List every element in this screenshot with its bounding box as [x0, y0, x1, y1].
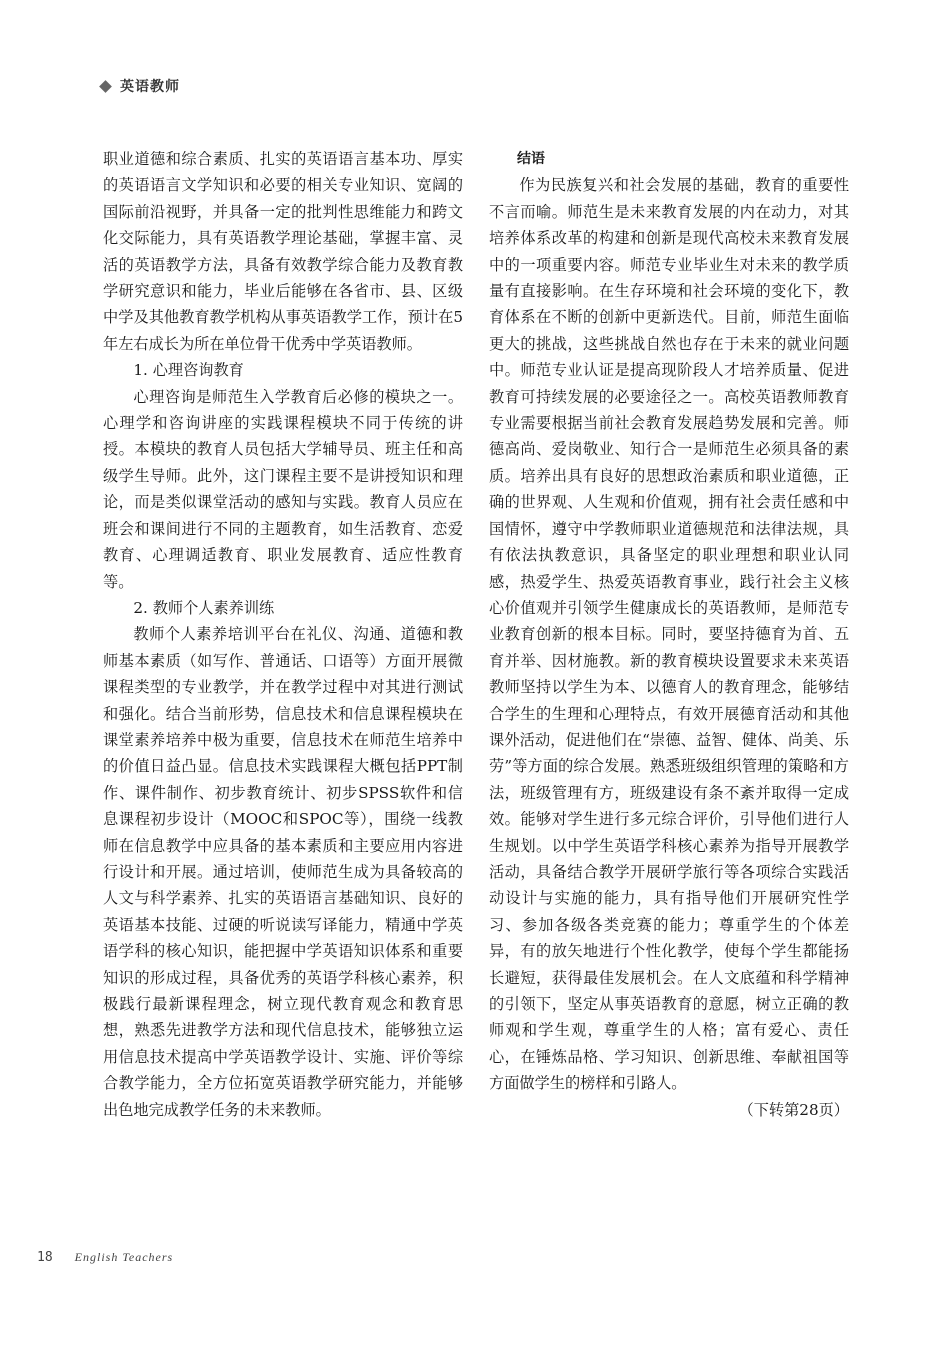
- page-footer: [37, 1250, 173, 1265]
- journal-header-title: 英语教师: [120, 79, 180, 95]
- journal-name-footer: English Teachers: [74, 1250, 174, 1264]
- left-column: [103, 146, 463, 1123]
- page-number: 18: [37, 1250, 53, 1265]
- subheading-teacher-literacy: 2. 教师个人素养训练: [133, 598, 275, 617]
- diamond-icon: [99, 80, 112, 93]
- right-column: [489, 146, 849, 1123]
- continued-on-note: （下转第28页）: [738, 1100, 849, 1119]
- paragraph-psychological-counseling: 心理咨询是师范生入学教育后必修的模块之一。心理学和咨询讲座的实践课程模块不同于传统的讲授。本模块的教育人员包括大学辅导员、班主任和高级学生导师。此外，这门课程主要不是讲授知识和理论，而是类似课堂活动的感知与实践。教育人员应在班会和课间进行不同的主题教育，如生活教育、恋爱教育、心理调适教育、职业发展教育、适应性教育等。: [103, 387, 463, 591]
- paragraph-conclusion: 作为民族复兴和社会发展的基础，教育的重要性不言而喻。师范生是未来教育发展的内在动力，对其培养体系改革的构建和创新是现代高校未来教育发展中的一项重要内容。师范专业毕业生对未来的教学质量有直接影响。在生存环境和社会环境的变化下，教育体系在不断的创新中更新迭代。目前，师范生面临更大的挑战，这些挑战自然也存在于未来的就业问题中。师范专业认证是提高现阶段人才培养质量、促进教育可持续发展的必要途径之一。高校英语教师教育专业需要根据当前社会教育发展趋势发展和完善。师德高尚、爱岗敬业、知行合一是师范生必须具备的素质。培养出具有良好的思想政治素质和职业道德，正确的世界观、人生观和价值观，拥有社会责任感和中国情怀，遵守中学教师职业道德规范和法律法规，具有依法执教意识，具备坚定的职业理想和职业认同感，热爱学生、热爱英语教育事业，践行社会主义核心价值观并引领学生健康成长的英语教师，是师范专业教育创新的根本目标。同时，要坚持德育为首、五育并举、因材施教。新的教育模块设置要求未来英语教师坚持以学生为本、以德育人的教育理念，能够结合学生的生理和心理特点，有效开展德育活动和其他课外活动，促进他们在“崇德、益智、健体、尚美、乐劳”等方面的综合发展。熟悉班级组织管理的策略和方法，班级管理有方，班级建设有条不紊并取得一定成效。能够对学生进行多元综合评价，引导他们进行人生规划。以中学生英语学科核心素养为指导开展教学活动，具备结合教学开展研学旅行等各项综合实践活动设计与实施的能力，具有指导他们开展研究性学习、参加各级各类竞赛的能力；尊重学生的个体差异，有的放矢地进行个性化教学，使每个学生都能扬长避短，获得最佳发展机会。在人文底蕴和科学精神的引领下，坚定从事英语教育的意愿，树立正确的教师观和学生观，尊重学生的人格；富有爱心、责任心，在锤炼品格、学习知识、创新思维、奉献祖国等方面做学生的榜样和引路人。: [489, 176, 849, 1093]
- running-header: [101, 76, 180, 96]
- section-title-conclusion: 结语: [517, 151, 545, 167]
- paragraph-continued: 职业道德和综合素质、扎实的英语语言基本功、厚实的英语语言文学知识和必要的相关专业知识、宽阔的国际前沿视野，并具备一定的批判性思维能力和跨文化交际能力，具有英语教学理论基础，掌握丰富、灵活的英语教学方法，具备有效教学综合能力及教育教学研究意识和能力，毕业后能够在各省市、县、区级中学及其他教育教学机构从事英语教学工作，预计在5年左右成长为所在单位骨干优秀中学英语教师。: [103, 150, 463, 353]
- paragraph-teacher-literacy: 教师个人素养培训平台在礼仪、沟通、道德和教师基本素质（如写作、普通话、口语等）方面开展微课程类型的专业教学，并在教学过程中对其进行测试和强化。结合当前形势，信息技术和信息课程模块在课堂素养培养中极为重要，信息技术在师范生培养中的价值日益凸显。信息技术实践课程大概包括PPT制作、课件制作、初步教育统计、初步SPSS软件和信息课程初步设计（MOOC和SPOC等），围绕一线教师在信息教学中应具备的基本素质和主要应用内容进行设计和开展。通过培训，使师范生成为具备较高的人文与科学素养、扎实的英语语言基础知识、良好的英语基本技能、过硬的听说读写译能力，精通中学英语学科的核心知识，能把握中学英语知识体系和重要知识的形成过程，具备优秀的英语学科核心素养，积极践行最新课程理念，树立现代教育观念和教育思想，熟悉先进教学方法和现代信息技术，能够独立运用信息技术提高中学英语教学设计、实施、评价等综合教学能力，全方位拓宽英语教学研究能力，并能够出色地完成教学任务的未来教师。: [103, 625, 463, 1119]
- subheading-psychological-counseling: 1. 心理咨询教育: [133, 361, 244, 380]
